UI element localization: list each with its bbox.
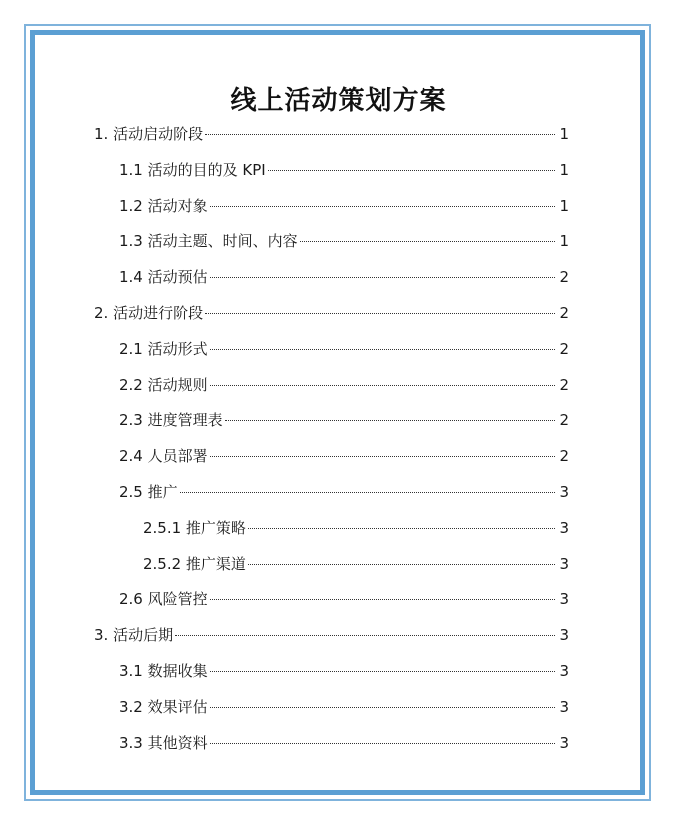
toc-entry-label: 2.3 进度管理表 (119, 411, 223, 429)
toc-page-number: 3 (559, 662, 569, 680)
toc-entry[interactable] (94, 301, 569, 325)
toc-page-number: 1 (559, 232, 569, 250)
toc-page-number: 1 (559, 197, 569, 215)
toc-page-number: 2 (559, 268, 569, 286)
toc-entry[interactable] (143, 516, 569, 540)
toc-entry-label: 2.5.2 推广渠道 (143, 555, 246, 573)
toc-page-number: 2 (559, 447, 569, 465)
toc-dot-leader (210, 743, 555, 744)
toc-dot-leader (175, 635, 555, 636)
toc-entry-label: 1.1 活动的目的及 KPI (119, 161, 266, 179)
toc-entry[interactable] (143, 552, 569, 576)
toc-dot-leader (180, 492, 555, 493)
toc-page-number: 3 (559, 555, 569, 573)
toc-page-number: 3 (559, 626, 569, 644)
toc-entry[interactable] (119, 695, 569, 719)
toc-dot-leader (225, 420, 555, 421)
toc-entry[interactable] (119, 480, 569, 504)
toc-page-number: 1 (559, 161, 569, 179)
toc-page-number: 3 (559, 734, 569, 752)
toc-entry-label: 2. 活动进行阶段 (94, 304, 204, 322)
toc-dot-leader (210, 206, 555, 207)
toc-dot-leader (300, 241, 555, 242)
toc-entry-label: 1.3 活动主题、时间、内容 (119, 232, 298, 250)
toc-entry[interactable] (119, 659, 569, 683)
toc-page-number: 2 (559, 304, 569, 322)
toc-page-number: 3 (559, 590, 569, 608)
toc-dot-leader (248, 564, 555, 565)
toc-dot-leader (210, 599, 555, 600)
toc-entry-label: 1. 活动启动阶段 (94, 125, 204, 143)
toc-dot-leader (210, 277, 555, 278)
toc-dot-leader (248, 528, 555, 529)
toc-dot-leader (210, 385, 555, 386)
toc-dot-leader (268, 170, 555, 171)
toc-dot-leader (210, 707, 555, 708)
toc-entry[interactable] (119, 265, 569, 289)
toc-dot-leader (205, 313, 555, 314)
toc-entry-label: 3. 活动后期 (94, 626, 174, 644)
toc-entry[interactable] (94, 623, 569, 647)
toc-entry[interactable] (119, 587, 569, 611)
toc-entry-label: 1.4 活动预估 (119, 268, 208, 286)
toc-entry[interactable] (119, 158, 569, 182)
toc-entry[interactable] (119, 444, 569, 468)
toc-page-number: 1 (559, 125, 569, 143)
toc-dot-leader (205, 134, 555, 135)
toc-entry[interactable] (119, 408, 569, 432)
toc-page-number: 2 (559, 411, 569, 429)
toc-entry-label: 2.2 活动规则 (119, 376, 208, 394)
toc-page-number: 2 (559, 340, 569, 358)
toc-dot-leader (210, 671, 555, 672)
toc-page-number: 3 (559, 698, 569, 716)
document-title: 线上活动策划方案 (230, 86, 447, 116)
toc-entry-label: 1.2 活动对象 (119, 197, 208, 215)
toc-entry[interactable] (119, 229, 569, 253)
toc-entry[interactable] (94, 122, 569, 146)
toc-entry-label: 3.3 其他资料 (119, 734, 208, 752)
toc-entry-label: 3.1 数据收集 (119, 662, 208, 680)
toc-entry-label: 2.6 风险管控 (119, 590, 208, 608)
toc-entry-label: 2.5 推广 (119, 483, 178, 501)
toc-page-number: 3 (559, 483, 569, 501)
toc-entry-label: 2.5.1 推广策略 (143, 519, 246, 537)
toc-entry[interactable] (119, 194, 569, 218)
toc-entry[interactable] (119, 373, 569, 397)
toc-entry-label: 2.4 人员部署 (119, 447, 208, 465)
toc-entry[interactable] (119, 337, 569, 361)
toc-dot-leader (210, 349, 555, 350)
toc-page-number: 3 (559, 519, 569, 537)
toc-entry[interactable] (119, 731, 569, 755)
toc-entry-label: 2.1 活动形式 (119, 340, 208, 358)
toc-entry-label: 3.2 效果评估 (119, 698, 208, 716)
toc-page-number: 2 (559, 376, 569, 394)
toc-dot-leader (210, 456, 555, 457)
